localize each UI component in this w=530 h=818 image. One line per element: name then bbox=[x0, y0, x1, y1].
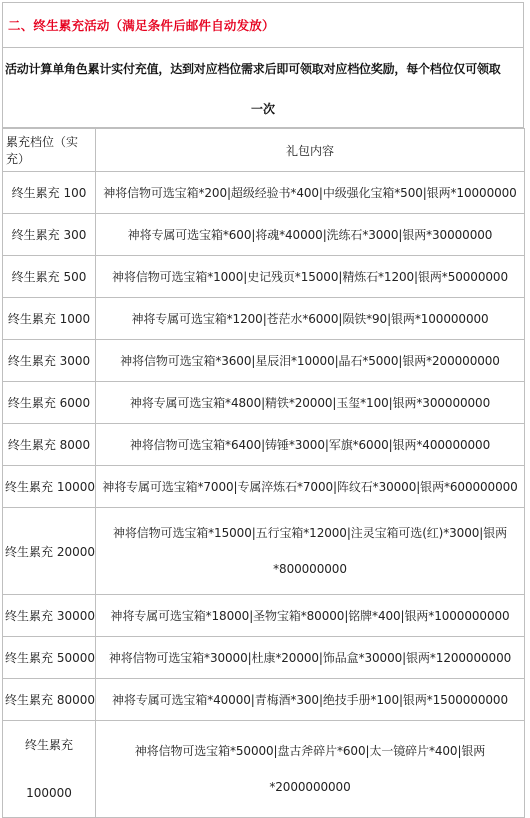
gift-cell: 神将信物可选宝箱*6400|铸锤*3000|军旗*6000|银两*400000000 bbox=[96, 424, 525, 466]
gift-cell: 神将信物可选宝箱*3600|星辰泪*10000|晶石*5000|银两*200000000 bbox=[96, 340, 525, 382]
activity-description bbox=[2, 48, 524, 128]
table-row bbox=[3, 424, 525, 466]
rewards-table bbox=[2, 128, 525, 818]
tier-cell: 终生累充 6000 bbox=[3, 382, 96, 424]
table-row bbox=[3, 172, 525, 214]
tier-cell: 终生累充 100000 bbox=[3, 721, 96, 818]
tier-cell: 终生累充 1000 bbox=[3, 298, 96, 340]
gift-cell: 神将专属可选宝箱*4800|精铁*20000|玉玺*100|银两*300000000 bbox=[96, 382, 525, 424]
table-row bbox=[3, 340, 525, 382]
tier-cell: 终生累充 80000 bbox=[3, 679, 96, 721]
gift-cell: 神将信物可选宝箱*1000|史记残页*15000|精炼石*1200|银两*50000000 bbox=[96, 256, 525, 298]
tier-cell: 终生累充 10000 bbox=[3, 466, 96, 508]
table-header-row bbox=[3, 129, 525, 172]
gift-cell: 神将信物可选宝箱*15000|五行宝箱*12000|注灵宝箱可选(红)*3000|银两*800000000 bbox=[96, 508, 525, 595]
tier-cell: 终生累充 300 bbox=[3, 214, 96, 256]
header-gift: 礼包内容 bbox=[96, 129, 525, 172]
gift-cell: 神将信物可选宝箱*200|超级经验书*400|中级强化宝箱*500|银两*10000000 bbox=[96, 172, 525, 214]
table-row bbox=[3, 595, 525, 637]
table-row bbox=[3, 637, 525, 679]
tier-cell: 终生累充 50000 bbox=[3, 637, 96, 679]
table-row bbox=[3, 298, 525, 340]
table-row bbox=[3, 256, 525, 298]
table-row bbox=[3, 382, 525, 424]
gift-cell: 神将专属可选宝箱*7000|专属淬炼石*7000|阵纹石*30000|银两*600000000 bbox=[96, 466, 525, 508]
table-row bbox=[3, 679, 525, 721]
table-row bbox=[3, 508, 525, 595]
gift-cell: 神将专属可选宝箱*40000|青梅酒*300|绝技手册*100|银两*1500000000 bbox=[96, 679, 525, 721]
gift-cell: 神将信物可选宝箱*30000|杜康*20000|饰品盒*30000|银两*1200000000 bbox=[96, 637, 525, 679]
table-row bbox=[3, 466, 525, 508]
tier-cell: 终生累充 500 bbox=[3, 256, 96, 298]
gift-cell: 神将信物可选宝箱*50000|盘古斧碎片*600|太一镜碎片*400|银两*2000000000 bbox=[96, 721, 525, 818]
gift-cell: 神将专属可选宝箱*18000|圣物宝箱*80000|铭牌*400|银两*1000000000 bbox=[96, 595, 525, 637]
description-line-1: 活动计算单角色累计实付充值，达到对应档位需求后即可领取对应档位奖励，每个档位仅可领取 bbox=[5, 61, 501, 76]
tier-cell: 终生累充 100 bbox=[3, 172, 96, 214]
tier-cell: 终生累充 8000 bbox=[3, 424, 96, 466]
gift-cell: 神将专属可选宝箱*600|将魂*40000|洗练石*3000|银两*30000000 bbox=[96, 214, 525, 256]
table-row bbox=[3, 721, 525, 818]
gift-cell: 神将专属可选宝箱*1200|苍茫水*6000|陨铁*90|银两*100000000 bbox=[96, 298, 525, 340]
tier-cell: 终生累充 20000 bbox=[3, 508, 96, 595]
table-row bbox=[3, 214, 525, 256]
description-line-2: 一次 bbox=[250, 101, 275, 116]
document bbox=[2, 2, 524, 818]
tier-cell: 终生累充 3000 bbox=[3, 340, 96, 382]
section-title: 二、终生累充活动（满足条件后邮件自动发放） bbox=[2, 2, 524, 48]
tier-cell: 终生累充 30000 bbox=[3, 595, 96, 637]
header-tier: 累充档位（实充） bbox=[3, 129, 96, 172]
